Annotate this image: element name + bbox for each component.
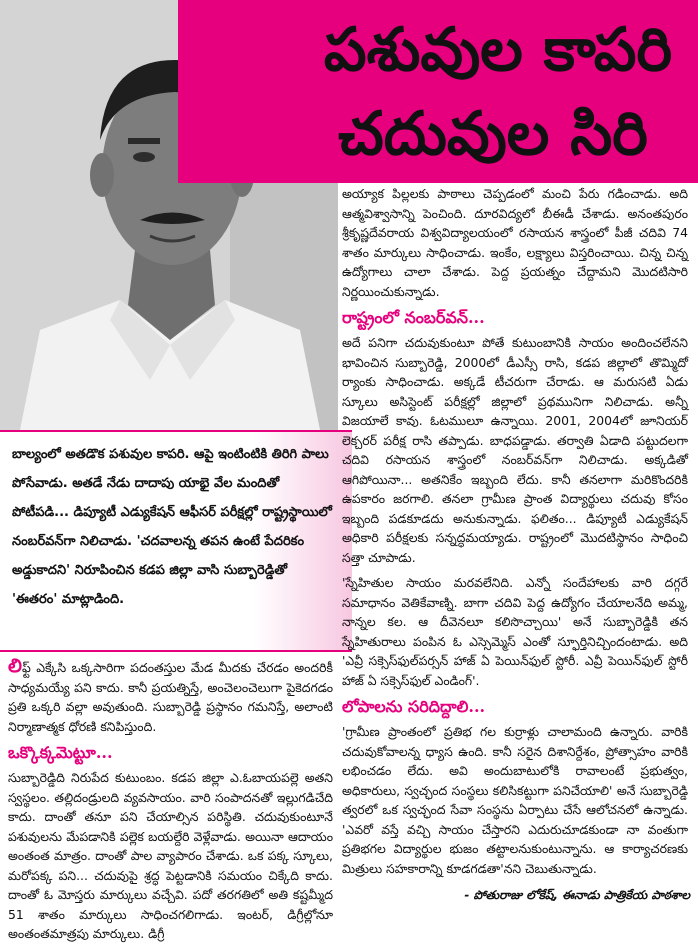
right-column: [342, 184, 688, 878]
pull-quote-text: బాల్యంలో అతడొక పశువుల కాపరి. ఆపై ఇంటింటికి తిరిగి పాలు పోసేవాడు. అతడే నేడు దాదాపు యాభై వేల మందితో పోటీపడి... డిప్యూటీ ఎడ్యుకేషన్ ఆఫీసర్ పరీక్షల్లో రాష్ట్రస్థాయిలో నంబర్‌వన్‌గా నిలిచాడు. 'చదవాలన్న తపన ఉంటే పేదరికం అడ్డుకాదని' నిరూపించిన కడప జిల్లా వాసి సుబ్బారెడ్డితో 'ఈతరం' మాట్లాడింది.: [12, 447, 332, 607]
paragraph: 'గ్రామీణ ప్రాంతంలో ప్రతిభ గల కుర్రాళ్లు చాలామంది ఉన్నారు. వారికి చదువుకోవాలన్న ధ్యాస ఉంది. కానీ సరైన దిశానిర్దేశం, ప్రోత్సాహం వారికి లభించడం లేదు. అవి అందుబాటులోకి రావాలంటే ప్రభుత్వం, అధికారులు, స్వచ్ఛంద సంస్థలు కలిసికట్టుగా పనిచేయాలి' అనే సుబ్బారెడ్డి త్వరలో ఒక స్వచ్ఛంద సేవా సంస్థను ఏర్పాటు చేసే ఆలోచనలో ఉన్నాడు. 'ఎవరో వస్తే వచ్చి సాయం చేస్తారని ఎదురుచూడకుండా నా వంతుగా ప్రతిభగల విద్యార్థుల భుజం తట్టాలనుకుంటున్నాను. ఆ కార్యాచరణకు మిత్రులు సహకారాన్ని కూడగడతా'నని చెబుతున్నాడు.: [342, 724, 688, 876]
intro-paragraph: [8, 657, 333, 736]
section-heading: ఒక్కొక్కమెట్టూ...: [8, 743, 113, 762]
paragraph: సుబ్బారెడ్డిది నిరుపేద కుటుంబం. కడప జిల్లా ఎ.ఓబాయపల్లె అతని స్వస్థలం. తల్లిదండ్రులది వ్యవసాయం. వారి సంపాదనతో ఇల్లుగడిచేది కాదు. దాంతో తనూ పని చేయాల్సిన పరిస్థితి. చదువుకుంటూనే పశువులను మేపడానికి పల్లెక బయల్దేరి వెళ్లేవాడు. అయినా ఆదాయం అంతంత మాత్రం. దాంతో పాల వ్యాపారం చేశాడు. ఒక పక్క స్కూలు, మరోపక్క పని... చదువుపై శ్రద్ధ పెట్టడానికి సమయం చిక్కేది కాదు. దాంతో ఓ మోస్తరు మార్కులు వచ్చేవి. పదో తరగతిలో అతి కష్టమ్మీద 51 శాతం మార్కులు సాధించగలిగాడు. ఇంటర్, డిగ్రీల్లోనూ అంతంతమాత్రపు మార్కులు. డిగ్రీ: [8, 770, 333, 941]
drop-cap: లి: [8, 655, 22, 677]
section-heading: రాష్ట్రంలో నంబర్‌వన్...: [342, 308, 485, 327]
headline-line-1: పశువుల కాపరి: [323, 15, 673, 85]
paragraph: 'స్నేహితుల సాయం మరవలేనిది. ఎన్నో సందేహాలకు వారి దగ్గరే సమాధానం వెతికేవాణ్ని. బాగా చదివి పెద్ద ఉద్యోగం చేయాలనేది అమ్మ, నాన్నల కల. ఆ దీవెనలూ కలిసొచ్చాయి' అనే సుబ్బారెడ్డికి తన స్నేహితురాలు పంపిన ఓ ఎస్సెమ్మెస్ ఎంతో స్ఫూర్తినిచ్చిందంటాడు. అది 'ఎవ్రీ సక్సెస్‌ఫుల్‌పర్సన్ హాజ్ ఏ పెయిన్‌ఫుల్ స్టోరీ. ఎవ్రీ పెయిన్‌ఫుల్ స్టోరీ హాజ్ ఏ సక్సెస్‌ఫుల్ ఎండింగ్'.: [342, 575, 688, 688]
paragraph: అయ్యాక పిల్లలకు పాఠాలు చెప్పడంలో మంచి పేరు గడించాడు. అది ఆత్మవిశ్వాసాన్ని పెంచింది. దూరవిద్యలో బీఈడీ చేశాడు. అనంతపురం శ్రీకృష్ణదేవరాయ విశ్వవిద్యాలయంలో రసాయన శాస్త్రంలో పీజీ చదివి 74 శాతం మార్కులు సాధించాడు. ఇంకేం, లక్ష్యాలు విస్తరించాయి. చిన్న చిన్న ఉద్యోగాలు చాలా చేశాడు. పెద్ద ప్రయత్నం చేద్దామని మొదటిసారి నిర్ణయించుకున్నాడు.: [342, 186, 688, 299]
title-banner: [178, 0, 698, 183]
paragraph: అదే పనిగా చదువుకుంటూ పోతే కుటుంబానికి సాయం అందించలేనని భావించిన సుబ్బారెడ్డి, 2000లో డీఎస్సీ రాసి, కడప జిల్లాలో తొమ్మిదో ర్యాంకు సాధించాడు. అక్కడే టీచరుగా చేరాడు. ఆ మరుసటి ఏడు స్కూలు అసిస్టెంట్ పరీక్షల్లో జిల్లాలో ప్రథమునిగా నిలిచాడు. అన్నీ విజయాలే కావు. ఓటములూ ఉన్నాయి. 2001, 2004లో జూనియర్ లెక్చరర్ పరీక్ష రాసి తప్పాడు. బాధపడ్డాడు. తర్వాతి ఏడాది పట్టుదలగా చదివి రసాయన శాస్త్రంలో నంబర్‌వన్‌గా నిలిచాడు. అక్కడితో ఆగిపోయినా... అతనికేం ఇబ్బంది లేదు. కానీ తనలాగా మరికొందరికి ఉపకారం జరగాలి. తనలా గ్రామీణ ప్రాంత విద్యార్థులు చదువు కోసం ఇబ్బంది పడకూడదు అనుకున్నాడు. ఫలితం... డిప్యూటీ ఎడ్యుకేషన్ అధికారి పరీక్షలకు సన్నద్ధమయ్యాడు. రాష్ట్రంలో మొదటిస్థానం సాధించి సత్తా చూపాడు.: [342, 335, 688, 565]
byline: - పోతురాజు లోకేష్, ఈనాడు పాత్రికేయ పాఠశాల: [464, 888, 690, 902]
pull-quote-box: [0, 430, 352, 652]
section-heading: లోపాలను సరిదిద్దాలి...: [342, 697, 486, 716]
headline-line-2: చదువుల సిరి: [338, 99, 648, 169]
left-column: [8, 657, 333, 944]
intro-text: ఫ్ట్ ఎక్కేసి ఒక్కసారిగా పదంతస్తుల మేడ మీదకు చేరడం అందరికీ సాధ్యమయ్యే పని కాదు. కానీ ప్రయత్నిస్తే, అంచెలంచెలుగా పైకెదగడం ప్రతి ఒక్కరి వల్లా అవుతుంది. సుబ్బారెడ్డి ప్రస్థానం గమనిస్తే, అలాంటి నిర్మాణాత్మక ధోరణి కనిపిస్తుంది.: [8, 660, 333, 734]
